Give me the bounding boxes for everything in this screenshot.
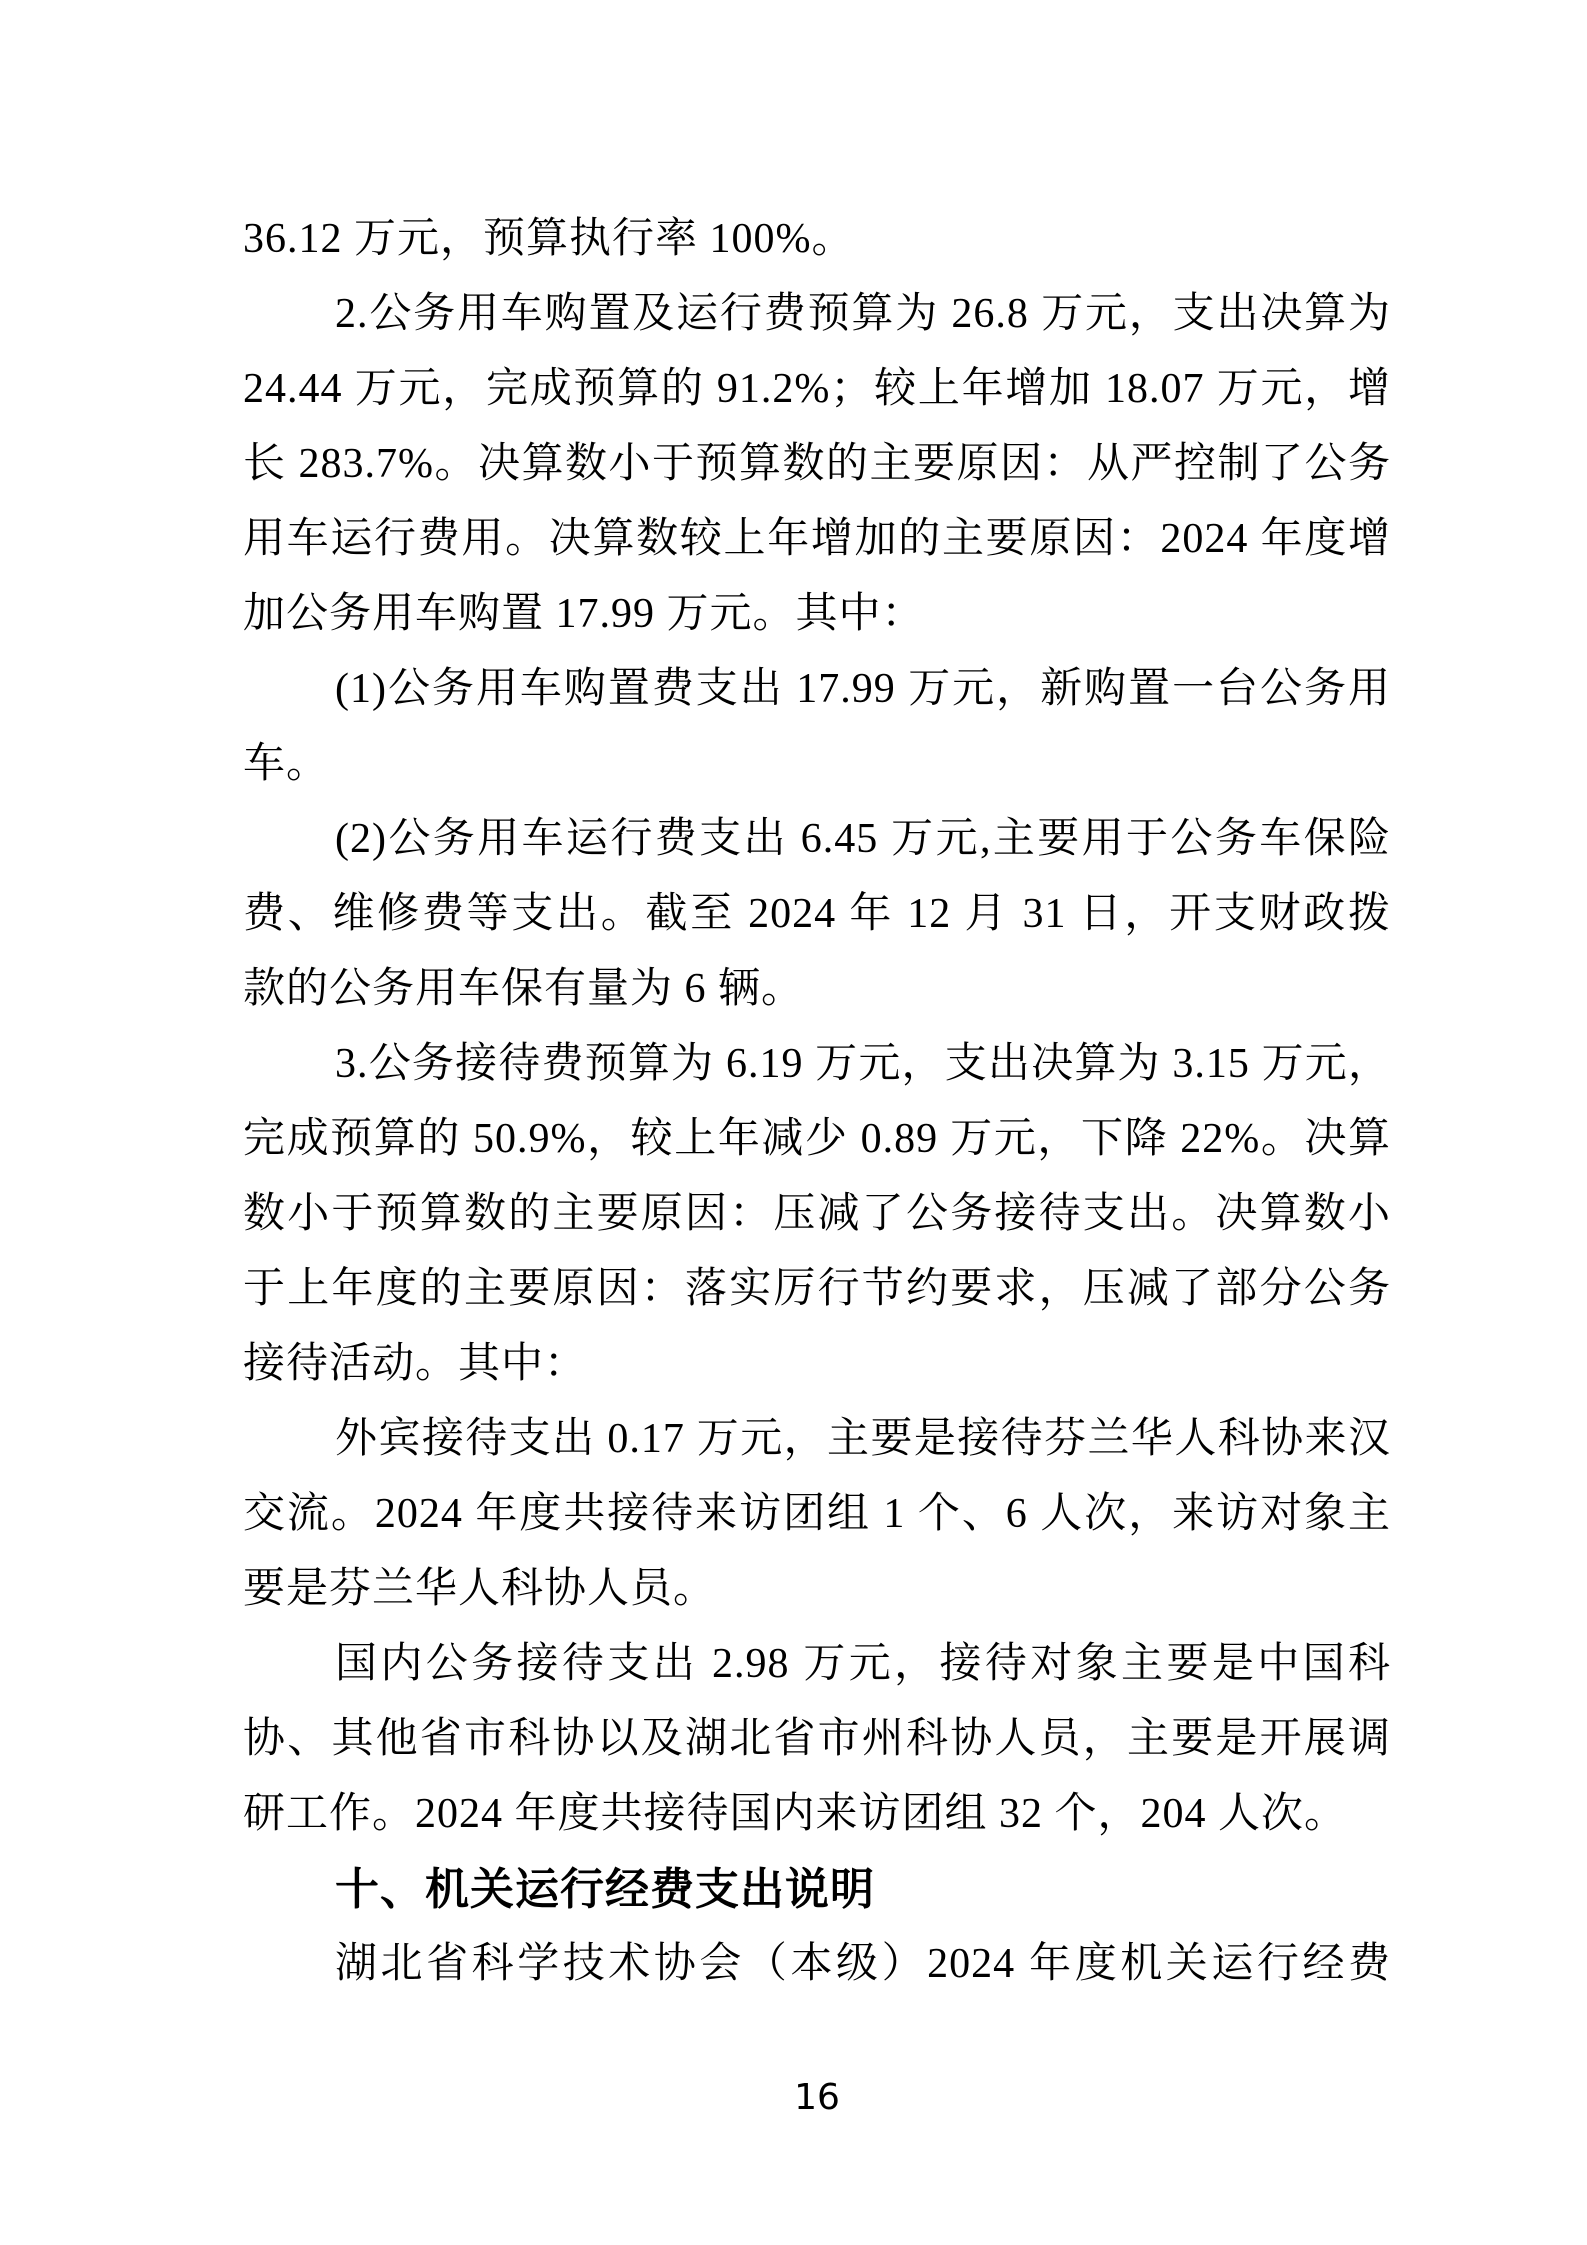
section-heading: 十、机关运行经费支出说明	[335, 1865, 875, 1914]
text-line: 款的公务用车保有量为 6 辆。	[243, 966, 805, 1012]
text-line: 费、维修费等支出。截至 2024 年 12 月 31 日，开支财政拨	[243, 891, 1391, 937]
document-body	[243, 202, 1391, 2002]
text-line: 用车运行费用。决算数较上年增加的主要原因：2024 年度增	[243, 516, 1391, 562]
text-line: 于上年度的主要原因：落实厉行节约要求，压减了部分公务	[243, 1266, 1391, 1312]
text-line: 3.公务接待费预算为 6.19 万元，支出决算为 3.15 万元，	[335, 1041, 1391, 1087]
text-line: 交流。2024 年度共接待来访团组 1 个、6 人次，来访对象主	[243, 1491, 1391, 1537]
text-line: 24.44 万元，完成预算的 91.2%；较上年增加 18.07 万元，增	[243, 366, 1391, 412]
text-line: (1)公务用车购置费支出 17.99 万元，新购置一台公务用	[335, 666, 1391, 712]
text-line: 接待活动。其中：	[243, 1341, 588, 1387]
text-line: 湖北省科学技术协会（本级）2024 年度机关运行经费	[335, 1941, 1391, 1987]
text-line: 2.公务用车购置及运行费预算为 26.8 万元，支出决算为	[335, 291, 1391, 337]
text-line: 外宾接待支出 0.17 万元，主要是接待芬兰华人科协来汉	[335, 1416, 1391, 1462]
text-line: 协、其他省市科协以及湖北省市州科协人员，主要是开展调	[243, 1716, 1391, 1762]
text-line: 研工作。2024 年度共接待国内来访团组 32 个，204 人次。	[243, 1791, 1348, 1837]
text-line: 长 283.7%。决算数小于预算数的主要原因：从严控制了公务	[243, 441, 1391, 487]
text-line: 36.12 万元，预算执行率 100%。	[243, 216, 855, 262]
text-line: 要是芬兰华人科协人员。	[243, 1566, 717, 1612]
text-line: 加公务用车购置 17.99 万元。其中：	[243, 591, 925, 637]
text-line: 国内公务接待支出 2.98 万元，接待对象主要是中国科	[335, 1641, 1391, 1687]
text-line: 数小于预算数的主要原因：压减了公务接待支出。决算数小	[243, 1191, 1391, 1237]
text-line: 车。	[243, 741, 330, 787]
page-number: 16	[794, 2077, 840, 2118]
text-line: (2)公务用车运行费支出 6.45 万元,主要用于公务车保险	[335, 816, 1391, 862]
text-line: 完成预算的 50.9%，较上年减少 0.89 万元，下降 22%。决算	[243, 1116, 1391, 1162]
